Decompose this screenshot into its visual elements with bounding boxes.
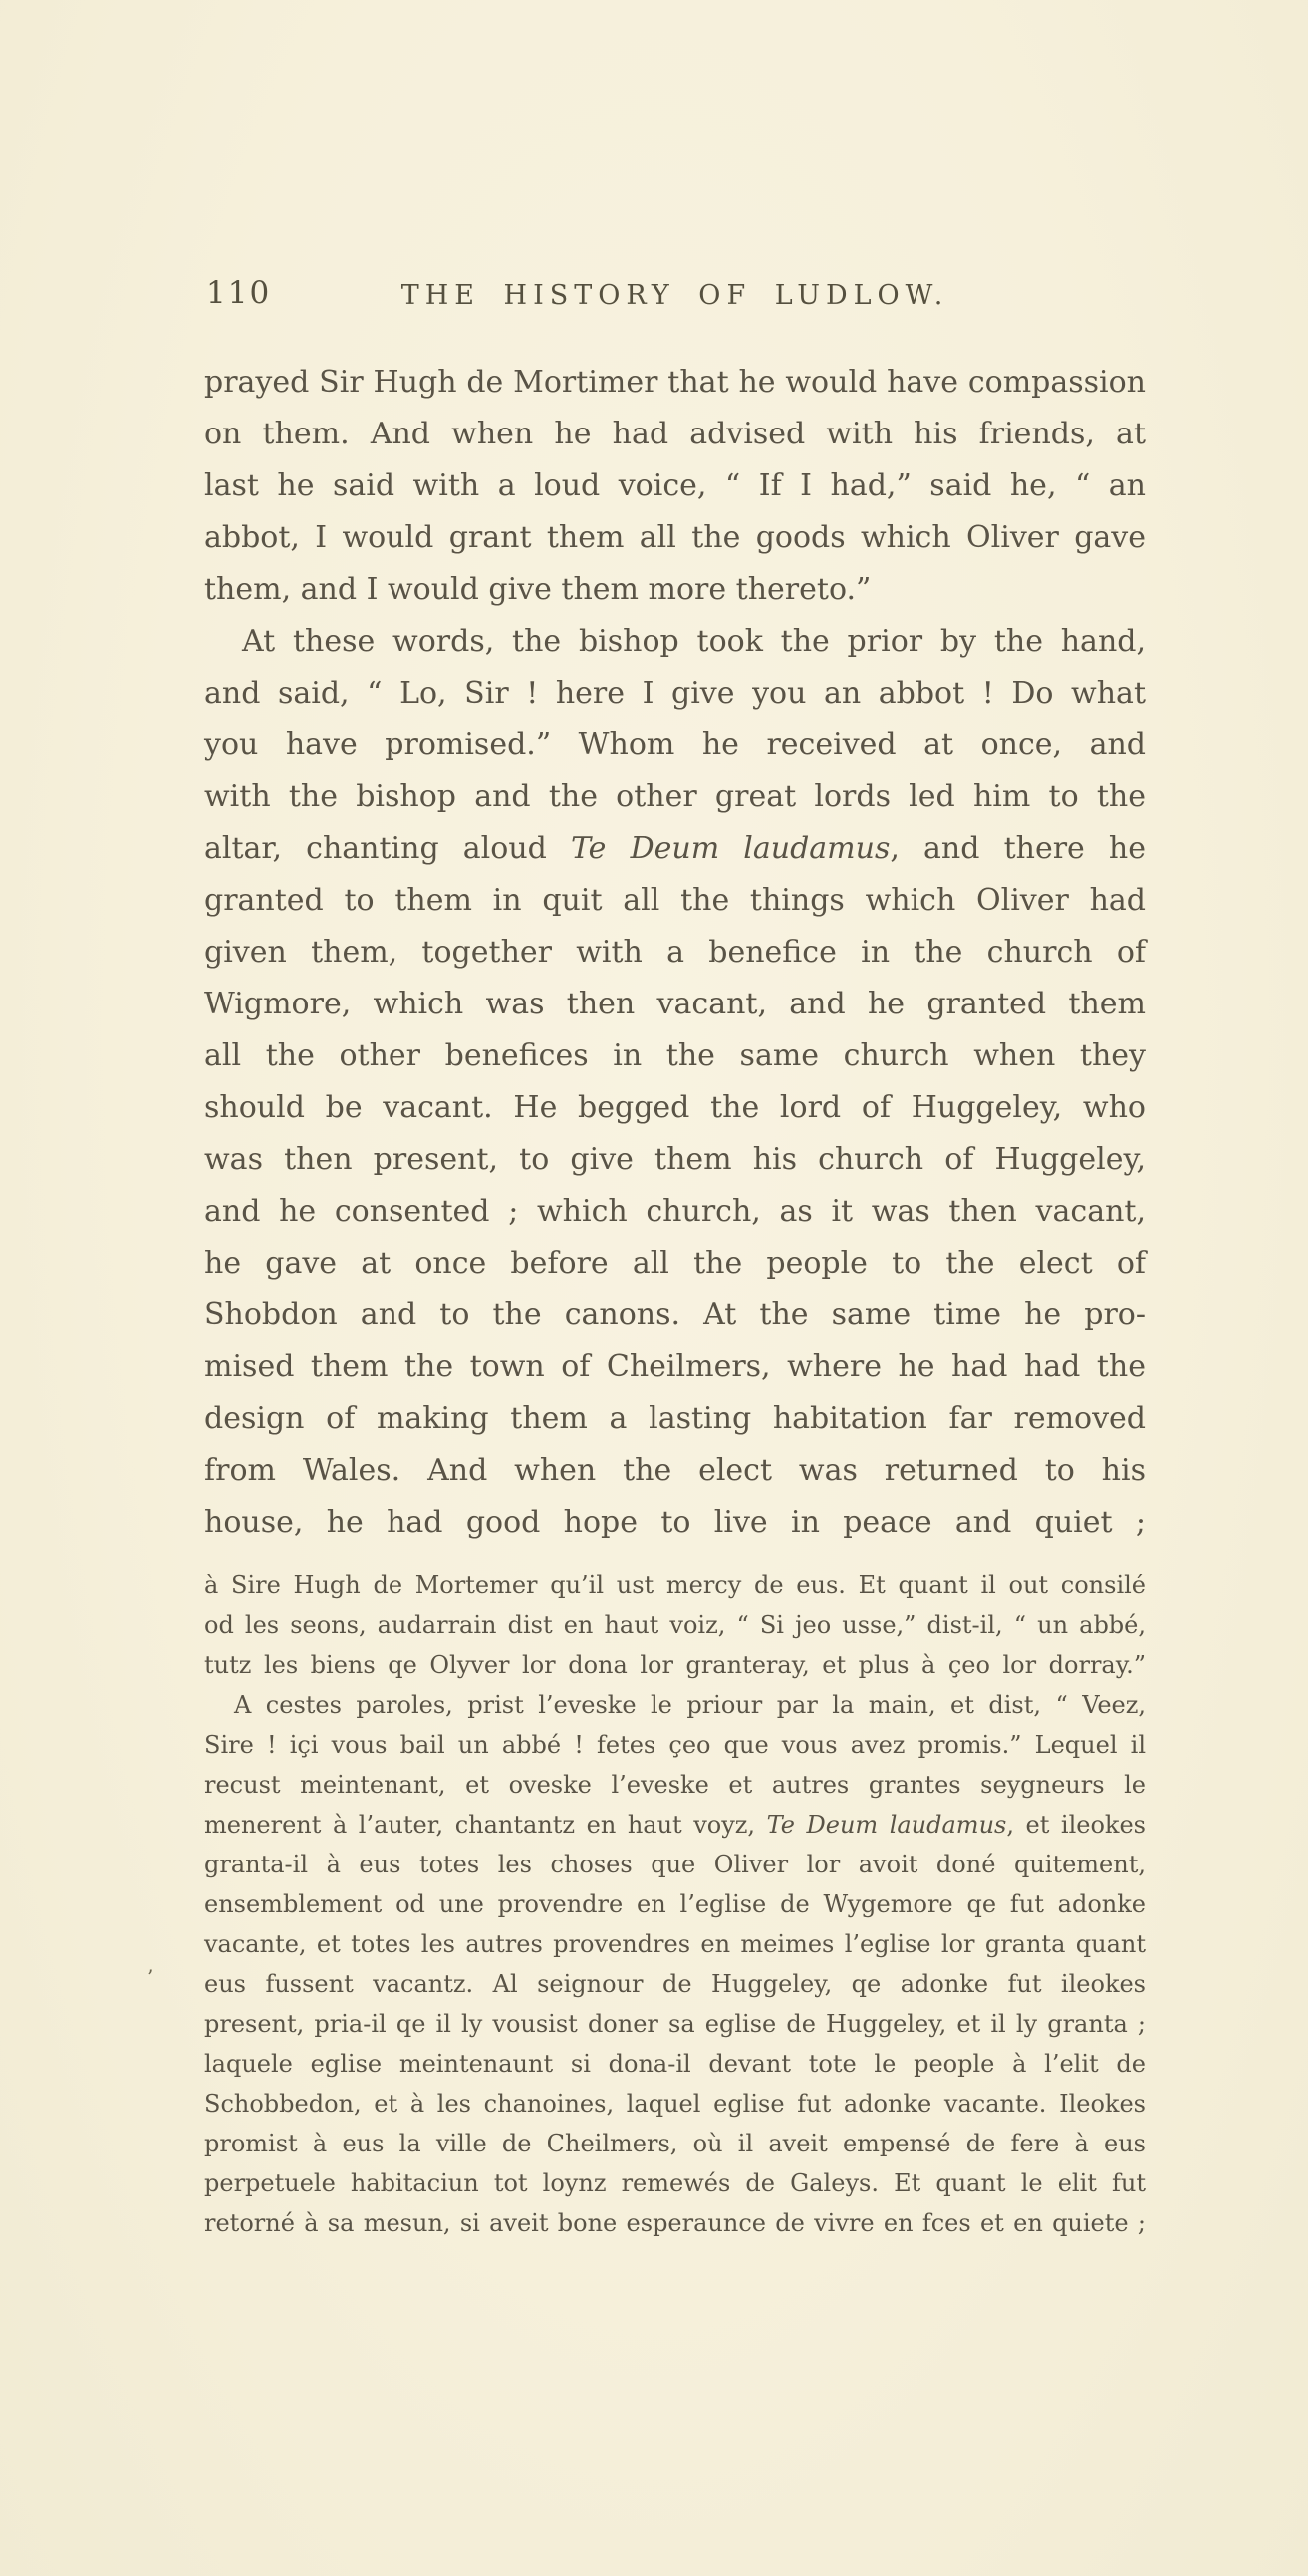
text-segment: perpetuele habitaciun tot loynz remewés de Galeys. Et quant le elit fut — [204, 2169, 1146, 2197]
body-text-line — [204, 927, 1146, 979]
text-segment: At these words, the bishop took the prior by the hand, — [242, 624, 1146, 659]
body-text-line — [204, 1341, 1146, 1393]
body-text-line — [204, 409, 1146, 460]
footnote-line — [204, 2124, 1146, 2163]
text-segment: Wigmore, which was then vacant, and he granted them — [204, 987, 1146, 1021]
text-segment: abbot, I would grant them all the goods which Oliver gave — [204, 520, 1146, 555]
footnote-line — [204, 2084, 1146, 2124]
footnote-line — [204, 1765, 1146, 1805]
footnote-line — [204, 1725, 1146, 1765]
text-segment: house, he had good hope to live in peace and quiet ; — [204, 1505, 1146, 1540]
body-text-line — [204, 1030, 1146, 1082]
text-segment: all the other benefices in the same church when they — [204, 1038, 1146, 1073]
main-text-block — [204, 357, 1146, 1549]
body-text-line — [204, 1393, 1146, 1445]
body-text-line — [204, 512, 1146, 564]
footnote-line — [204, 1566, 1146, 1605]
footnote-line — [204, 2203, 1146, 2243]
text-segment: granted to them in quit all the things which Oliver had — [204, 883, 1146, 918]
text-segment: and he consented ; which church, as it was then vacant, — [204, 1194, 1146, 1229]
text-segment: you have promised.” Whom he received at once, and — [204, 727, 1146, 762]
text-segment: prayed Sir Hugh de Mortimer that he would have compassion — [204, 365, 1146, 400]
footnote-block — [204, 1566, 1146, 2243]
body-text-line — [204, 1186, 1146, 1238]
footnote-line — [204, 1884, 1146, 1924]
text-segment: , et ileokes — [1006, 1811, 1146, 1839]
text-segment: mised them the town of Cheilmers, where he had had the — [204, 1349, 1146, 1384]
margin-mark: ’ — [147, 1965, 154, 1989]
text-segment: , and there he — [890, 831, 1147, 866]
text-segment: was then present, to give them his church of Huggeley, — [204, 1142, 1146, 1177]
text-segment: granta-il à eus totes les choses que Oliver lor avoit doné quitement, — [204, 1851, 1146, 1878]
body-text-line — [204, 564, 1146, 616]
footnote-line — [204, 1805, 1146, 1845]
page-header — [204, 275, 1146, 315]
text-segment: od les seons, audarrain dist en haut voiz, “ Si jeo usse,” dist-il, “ un abbé, — [204, 1611, 1146, 1639]
body-text-line — [204, 1238, 1146, 1289]
footnote-line — [204, 1645, 1146, 1685]
body-text-line — [204, 1289, 1146, 1341]
text-segment: promist à eus la ville de Cheilmers, où il aveit empensé de fere à eus — [204, 2130, 1146, 2157]
text-segment: and said, “ Lo, Sir ! here I give you an abbot ! Do what — [204, 676, 1146, 711]
text-segment: A cestes paroles, prist l’eveske le priour par la main, et dist, “ Veez, — [234, 1691, 1146, 1719]
body-text-line — [204, 460, 1146, 512]
text-segment: them, and I would give them more thereto.” — [204, 572, 872, 607]
body-text-line — [204, 357, 1146, 409]
footnote-line — [204, 2163, 1146, 2203]
text-segment: laquele eglise meintenaunt si dona-il devant tote le people à l’elit de — [204, 2050, 1146, 2078]
footnote-line — [204, 2044, 1146, 2084]
footnote-line — [204, 1924, 1146, 1964]
text-segment: Shobdon and to the canons. At the same time he pro- — [204, 1297, 1146, 1332]
text-segment: he gave at once before all the people to the elect of — [204, 1246, 1146, 1281]
footnote-line — [204, 2004, 1146, 2044]
footnote-line — [204, 1845, 1146, 1884]
body-text-line — [204, 719, 1146, 771]
footnote-line — [204, 1685, 1146, 1725]
body-text-line — [204, 1497, 1146, 1549]
body-text-line — [204, 616, 1146, 668]
body-text-line — [204, 1134, 1146, 1186]
footnote-line — [204, 1964, 1146, 2004]
text-segment: design of making them a lasting habitation far removed — [204, 1401, 1146, 1436]
text-segment: retorné à sa mesun, si aveit bone esperaunce de vivre en fces et en quiete ; — [204, 2209, 1146, 2237]
body-text-line — [204, 823, 1146, 875]
footnote-line — [204, 1605, 1146, 1645]
text-segment: last he said with a loud voice, “ If I had,” said he, “ an — [204, 468, 1146, 503]
text-segment: on them. And when he had advised with his friends, at — [204, 417, 1146, 451]
text-segment: eus fussent vacantz. Al seignour de Huggeley, qe adonke fut ileokes — [204, 1970, 1146, 1998]
body-text-line — [204, 1082, 1146, 1134]
text-segment: recust meintenant, et oveske l’eveske et autres grantes seygneurs le — [204, 1771, 1146, 1799]
body-text-line — [204, 1445, 1146, 1497]
italic-phrase: Te Deum laudamus — [766, 1811, 1007, 1839]
text-segment: Sire ! içi vous bail un abbé ! fetes çeo que vous avez promis.” Lequel il — [204, 1731, 1146, 1759]
text-segment: with the bishop and the other great lords led him to the — [204, 779, 1146, 814]
text-segment: altar, chanting aloud — [204, 831, 571, 866]
text-segment: should be vacant. He begged the lord of Huggeley, who — [204, 1090, 1146, 1125]
body-text-line — [204, 771, 1146, 823]
body-text-line — [204, 875, 1146, 927]
text-segment: present, pria-il qe il ly vousist doner sa eglise de Huggeley, et il ly granta ; — [204, 2010, 1146, 2038]
text-segment: ensemblement od une provendre en l’eglise de Wygemore qe fut adonke — [204, 1890, 1146, 1918]
page-number: 110 — [206, 275, 272, 311]
text-segment: Schobbedon, et à les chanoines, laquel eglise fut adonke vacante. Ileokes — [204, 2090, 1146, 2118]
italic-phrase: Te Deum laudamus — [571, 831, 891, 866]
text-segment: tutz les biens qe Olyver lor dona lor granteray, et plus à çeo lor dorray.” — [204, 1651, 1146, 1679]
text-segment: à Sire Hugh de Mortemer qu’il ust mercy de eus. Et quant il out consilé — [204, 1572, 1146, 1599]
body-text-line — [204, 668, 1146, 719]
text-segment: menerent à l’auter, chantantz en haut voyz, — [204, 1811, 767, 1839]
running-title: THE HISTORY OF LUDLOW. — [400, 280, 949, 311]
body-text-line — [204, 979, 1146, 1030]
text-segment: given them, together with a benefice in the church of — [204, 935, 1146, 970]
text-segment: vacante, et totes les autres provendres en meimes l’eglise lor granta quant — [204, 1930, 1146, 1958]
text-segment: from Wales. And when the elect was returned to his — [204, 1453, 1146, 1488]
